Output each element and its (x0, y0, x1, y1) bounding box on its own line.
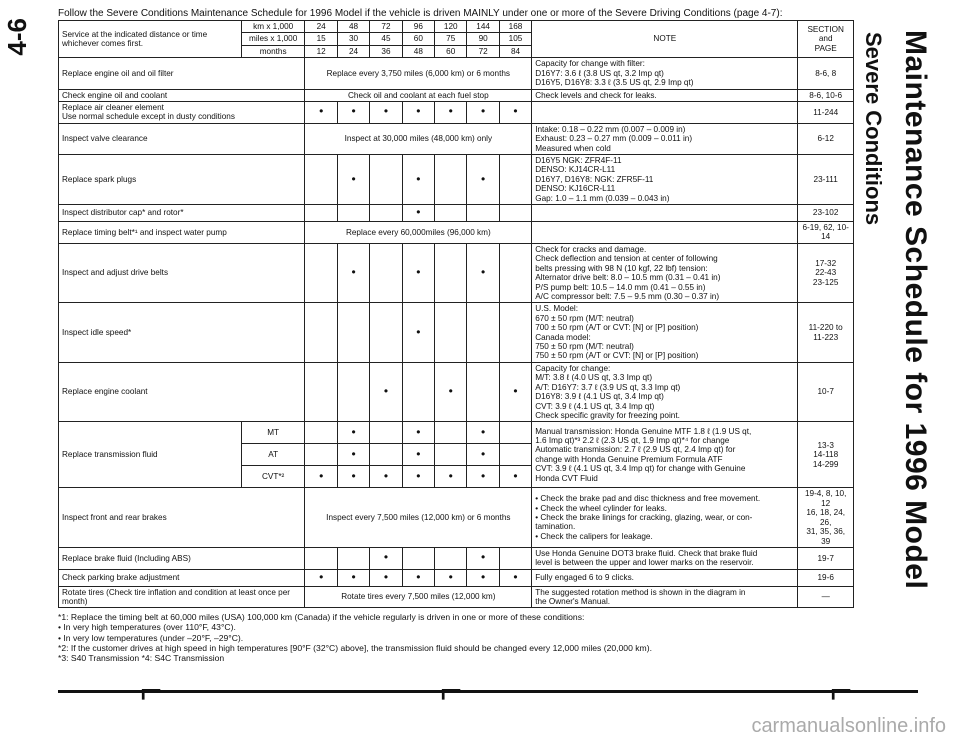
interval-unit-label: months (241, 45, 305, 57)
item-note: • Check the brake pad and disc thickness and free movement. • Check the wheel cylinder for leaks. • Check the brake linings for cracking, glazing, wear, or con- tamination. • Check the calipers for leakage. (532, 488, 798, 548)
item-note: The suggested rotation method is shown in the diagram in the Owner's Manual. (532, 586, 798, 608)
item-label: Replace timing belt*¹ and inspect water pump (59, 221, 305, 243)
interval-value: 72 (467, 45, 499, 57)
table-row (59, 205, 854, 222)
interval-mark (402, 362, 434, 422)
interval-mark: • (305, 466, 337, 488)
interval-mark (499, 444, 531, 466)
section-page-ref: 19-7 (798, 547, 854, 569)
item-label: Replace brake fluid (Including ABS) (59, 547, 305, 569)
interval-mark (435, 243, 467, 303)
item-note: Intake: 0.18 – 0.22 mm (0.007 – 0.009 in) Exhaust: 0.23 – 0.27 mm (0.009 – 0.011 in) Measured when cold (532, 123, 798, 154)
item-label: Check engine oil and coolant (59, 89, 305, 101)
interval-value: 36 (370, 45, 402, 57)
interval-mark: • (467, 466, 499, 488)
intro-text: Follow the Severe Conditions Maintenance Schedule for 1996 Model if the vehicle is driven MAINLY under one or more of the Severe Driving Conditions (page 4-7): (58, 8, 783, 19)
interval-mark (305, 205, 337, 222)
interval-mark: • (499, 101, 531, 123)
footnote: *2: If the customer drives at high speed in high temperatures [90°F (32°C) above], the transmission fluid should be changed every 12,000 miles (20,000 km). (58, 642, 652, 653)
interval-mark (305, 547, 337, 569)
interval-mark (499, 547, 531, 569)
interval-span-text: Replace every 60,000miles (96,000 km) (305, 221, 532, 243)
section-page-ref: 8-6, 8 (798, 58, 854, 89)
item-note (532, 221, 798, 243)
interval-mark (435, 444, 467, 466)
interval-mark (370, 205, 402, 222)
interval-mark (370, 444, 402, 466)
header-row (59, 21, 854, 33)
interval-value: 105 (499, 33, 531, 45)
interval-mark: • (337, 155, 369, 205)
interval-value: 48 (337, 21, 369, 33)
item-note: Fully engaged 6 to 9 clicks. (532, 569, 798, 586)
section-page-ref: 23-111 (798, 155, 854, 205)
table-row (59, 569, 854, 586)
interval-mark: • (370, 569, 402, 586)
interval-mark: • (337, 466, 369, 488)
interval-mark (305, 362, 337, 422)
interval-value: 60 (435, 45, 467, 57)
interval-mark: • (467, 547, 499, 569)
sub-item-label: AT (241, 444, 305, 466)
item-label: Inspect idle speed* (59, 303, 305, 363)
table-row (59, 362, 854, 422)
interval-mark (337, 205, 369, 222)
item-note: Use Honda Genuine DOT3 brake fluid. Check that brake fluid level is between the upper and lower marks on the reservoir. (532, 547, 798, 569)
watermark: carmanualsonline.info (751, 715, 946, 737)
interval-mark: • (305, 101, 337, 123)
sub-item-label: MT (241, 422, 305, 444)
item-note: Check levels and check for leaks. (532, 89, 798, 101)
table-row (59, 101, 854, 123)
interval-mark: • (499, 362, 531, 422)
footnote: • In very high temperatures (over 110°F, 43°C). (58, 622, 236, 633)
interval-mark: • (499, 466, 531, 488)
interval-unit-label: miles x 1,000 (241, 33, 305, 45)
item-note: Capacity for change: M/T: 3.8 ℓ (4.0 US qt, 3.3 Imp qt) A/T: D16Y7: 3.7 ℓ (3.9 US qt, 3.3 Imp qt) D16Y8: 3.9 ℓ (4.1 US qt, 3.4 Imp qt) CVT: 3.9 ℓ (4.1 US qt, 3.4 Imp qt) Check specific gravity for freezing point. (532, 362, 798, 422)
interval-mark: • (305, 569, 337, 586)
interval-mark: • (402, 155, 434, 205)
interval-mark: • (402, 422, 434, 444)
interval-value: 45 (370, 33, 402, 45)
section-header: SECTION and PAGE (798, 21, 854, 58)
page-number: 4-6 (2, 18, 32, 56)
interval-mark: • (402, 205, 434, 222)
item-label: Inspect valve clearance (59, 123, 305, 154)
section-page-ref: 11-244 (798, 101, 854, 123)
interval-mark (435, 155, 467, 205)
interval-mark: • (370, 466, 402, 488)
interval-mark: • (499, 569, 531, 586)
item-note: Manual transmission: Honda Genuine MTF 1.8 ℓ (1.9 US qt, 1.6 Imp qt)*³ 2.2 ℓ (2.3 US qt, 1.9 Imp qt)*⁴ for change Automatic transmission: 2.7 ℓ (2.9 US qt, 2.4 Imp qt) for change with Honda Genuine Premium Formula ATF CVT: 3.9 ℓ (4.1 US qt, 3.4 Imp qt) for change with Genuine Honda CVT Fluid (532, 422, 798, 488)
interval-mark: • (337, 101, 369, 123)
item-label: Rotate tires (Check tire inflation and condition at least once per month) (59, 586, 305, 608)
interval-unit-label: km x 1,000 (241, 21, 305, 33)
interval-mark (337, 303, 369, 363)
section-page-ref: 23-102 (798, 205, 854, 222)
interval-mark: • (435, 101, 467, 123)
item-note (532, 101, 798, 123)
interval-mark: • (467, 569, 499, 586)
table-row (59, 155, 854, 205)
interval-mark: • (402, 569, 434, 586)
table-row (59, 547, 854, 569)
interval-mark (305, 243, 337, 303)
section-page-ref: 13-3 14-118 14-299 (798, 422, 854, 488)
footnotes (58, 612, 858, 664)
interval-mark: • (337, 243, 369, 303)
interval-mark (435, 422, 467, 444)
interval-mark: • (467, 444, 499, 466)
interval-mark (305, 155, 337, 205)
interval-mark: • (467, 101, 499, 123)
interval-mark (305, 444, 337, 466)
interval-value: 48 (402, 45, 434, 57)
interval-mark: • (402, 243, 434, 303)
interval-value: 24 (305, 21, 337, 33)
interval-mark (402, 547, 434, 569)
interval-mark (499, 205, 531, 222)
maintenance-schedule-table (58, 20, 854, 608)
item-note: U.S. Model: 670 ± 50 rpm (M/T: neutral) 700 ± 50 rpm (A/T or CVT: [N] or [P] position) Canada model: 750 ± 50 rpm (M/T: neutral) 750 ± 50 rpm (A/T or CVT: [N] or [P] position) (532, 303, 798, 363)
interval-mark (370, 243, 402, 303)
section-page-ref: 8-6, 10-6 (798, 89, 854, 101)
interval-span-text: Inspect at 30,000 miles (48,000 km) only (305, 123, 532, 154)
item-note: Capacity for change with filter: D16Y7: 3.6 ℓ (3.8 US qt, 3.2 Imp qt) D16Y5, D16Y8: 3.3 ℓ (3.5 US qt, 2.9 Imp qt) (532, 58, 798, 89)
decorative-hook-right: ⌐ (830, 670, 853, 712)
table-row (59, 422, 854, 444)
section-page-ref: 11-220 to 11-223 (798, 303, 854, 363)
table-row (59, 58, 854, 89)
interval-mark (467, 362, 499, 422)
interval-mark (305, 422, 337, 444)
decorative-hook-center: ⌐ (440, 670, 463, 712)
table-row (59, 221, 854, 243)
interval-mark: • (402, 444, 434, 466)
interval-value: 60 (402, 33, 434, 45)
item-label: Replace engine coolant (59, 362, 305, 422)
table-row (59, 89, 854, 101)
interval-value: 24 (337, 45, 369, 57)
interval-mark: • (467, 155, 499, 205)
section-page-ref: 6-12 (798, 123, 854, 154)
section-page-ref: 6-19, 62, 10-14 (798, 221, 854, 243)
interval-mark (499, 243, 531, 303)
interval-mark (337, 547, 369, 569)
section-page-ref: 19-6 (798, 569, 854, 586)
item-label: Inspect and adjust drive belts (59, 243, 305, 303)
table-row (59, 586, 854, 608)
item-note: Check for cracks and damage. Check deflection and tension at center of following belts pressing with 98 N (10 kgf, 22 lbf) tension: Alternator drive belt: 8.0 – 10.5 mm (0.31 – 0.41 in) P/S pump belt: 10.5 – 14.0 mm (0.41 – 0.55 in) A/C compressor belt: 7.5 – 9.5 mm (0.30 – 0.37 in) (532, 243, 798, 303)
interval-mark (499, 155, 531, 205)
item-note: D16Y5 NGK: ZFR4F-11 DENSO: KJ14CR-L11 D16Y7, D16Y8: NGK: ZFR5F-11 DENSO: KJ16CR-L11 Gap: 1.0 – 1.1 mm (0.039 – 0.043 in) (532, 155, 798, 205)
interval-mark: • (402, 101, 434, 123)
interval-span-text: Replace every 3,750 miles (6,000 km) or 6 months (305, 58, 532, 89)
section-page-ref: 17-32 22-43 23-125 (798, 243, 854, 303)
interval-mark: • (402, 466, 434, 488)
interval-value: 72 (370, 21, 402, 33)
section-page-ref: 19-4, 8, 10, 12 16, 18, 24, 26, 31, 35, 36, 39 (798, 488, 854, 548)
interval-span-text: Inspect every 7,500 miles (12,000 km) or 6 months (305, 488, 532, 548)
interval-value: 75 (435, 33, 467, 45)
note-header: NOTE (532, 21, 798, 58)
interval-value: 168 (499, 21, 531, 33)
interval-mark: • (337, 422, 369, 444)
interval-mark: • (370, 101, 402, 123)
interval-mark: • (337, 444, 369, 466)
interval-mark (337, 362, 369, 422)
item-note (532, 205, 798, 222)
interval-value: 144 (467, 21, 499, 33)
section-page-ref: — (798, 586, 854, 608)
footnote: • In very low temperatures (under –20°F, –29°C). (58, 632, 244, 643)
table-row (59, 303, 854, 363)
service-label: Service at the indicated distance or time whichever comes first. (59, 21, 242, 58)
interval-mark: • (435, 569, 467, 586)
item-label: Replace spark plugs (59, 155, 305, 205)
interval-span-text: Check oil and coolant at each fuel stop (305, 89, 532, 101)
item-label: Replace engine oil and oil filter (59, 58, 305, 89)
interval-mark: • (370, 362, 402, 422)
interval-span-text: Rotate tires every 7,500 miles (12,000 km) (305, 586, 532, 608)
sub-item-label: CVT*² (241, 466, 305, 488)
interval-mark (435, 547, 467, 569)
interval-mark: • (467, 243, 499, 303)
item-label: Replace air cleaner element Use normal schedule except in dusty conditions (59, 101, 305, 123)
item-label: Inspect distributor cap* and rotor* (59, 205, 305, 222)
interval-mark (370, 155, 402, 205)
bottom-rule (58, 690, 918, 693)
interval-mark: • (337, 569, 369, 586)
section-page-ref: 10-7 (798, 362, 854, 422)
side-subtitle: Severe Conditions (861, 32, 886, 226)
footnote: *3: S40 Transmission *4: S4C Transmission (58, 653, 225, 664)
interval-mark: • (402, 303, 434, 363)
interval-mark: • (370, 547, 402, 569)
interval-value: 12 (305, 45, 337, 57)
interval-mark (435, 205, 467, 222)
decorative-hook-left: ⌐ (140, 670, 163, 712)
interval-mark (370, 422, 402, 444)
table-row (59, 243, 854, 303)
interval-value: 30 (337, 33, 369, 45)
interval-mark (467, 205, 499, 222)
interval-value: 84 (499, 45, 531, 57)
item-label: Inspect front and rear brakes (59, 488, 305, 548)
interval-mark: • (435, 466, 467, 488)
interval-mark (467, 303, 499, 363)
interval-value: 90 (467, 33, 499, 45)
interval-value: 96 (402, 21, 434, 33)
table-row (59, 488, 854, 548)
footnote: *1: Replace the timing belt at 60,000 miles (USA) 100,000 km (Canada) if the vehicle regularly is driven in one or more of these conditions: (58, 612, 585, 622)
interval-value: 120 (435, 21, 467, 33)
interval-mark: • (435, 362, 467, 422)
interval-value: 15 (305, 33, 337, 45)
item-label: Check parking brake adjustment (59, 569, 305, 586)
item-label: Replace transmission fluid (59, 422, 242, 488)
interval-mark (499, 422, 531, 444)
side-title: Maintenance Schedule for 1996 Model (899, 30, 932, 590)
interval-mark: • (467, 422, 499, 444)
interval-mark (305, 303, 337, 363)
table-row (59, 123, 854, 154)
interval-mark (499, 303, 531, 363)
interval-mark (370, 303, 402, 363)
interval-mark (435, 303, 467, 363)
